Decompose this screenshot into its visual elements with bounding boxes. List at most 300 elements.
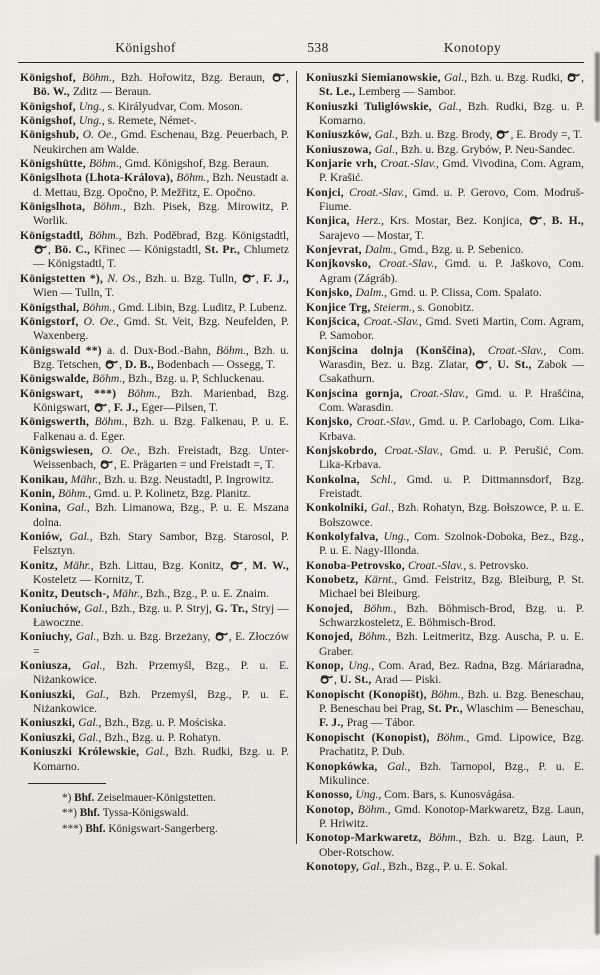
entry-name: Königshub, [20,128,83,142]
gazetteer-entry [20,157,289,171]
gazetteer-entry [20,100,289,114]
post-horn-icon [100,460,113,469]
region-label: Croat.-Slav., [409,386,476,400]
entry-text: , E. Prägarten = und Freistadt =, T. [114,458,275,472]
region-label: Herz., [355,214,390,228]
region-label: Mähr., [70,472,104,486]
entry-text: Com. Arad, Bez. Radna, Bzg. Máriaradna, [378,659,584,673]
scan-edge-smudge [595,855,600,935]
entry-text: Gmd. u. P. Hrašćina, Com. Warasdin. [319,386,584,414]
entry-text: Gmd. Lipowice, Bzg. Prachatitz, P. Dub. [319,730,584,759]
entry-text: , [334,673,340,687]
region-label: Dalm., [355,286,390,300]
gazetteer-entry [306,473,584,502]
entry-text: Königswart-Sangerberg. [108,822,218,835]
entry-name: Koniuszki, [20,716,79,730]
region-label: Croat.-Slav., [380,157,443,171]
gazetteer-entry [306,415,584,444]
gazetteer-entry [306,344,584,387]
entry-name: Konjsko, [306,415,357,429]
entry-name: Koniusza, [20,659,83,673]
entry-text: Bzh. Tarnopol, Bzg., P. u. E. Mikulince. [319,759,584,787]
region-label: Gal., [69,530,100,543]
entry-name: Konopkówka, [306,759,388,773]
gazetteer-entry [306,803,584,832]
entry-text: Arad — Piski. [374,673,442,687]
gazetteer-entry [306,659,584,688]
gazetteer-entry [306,444,584,473]
gazetteer-entry [306,143,584,157]
region-label: Böhm., [436,730,477,744]
running-header [0,0,600,62]
gazetteer-entry [20,559,289,588]
entry-text: Křinec — Königstadtl, [93,243,205,257]
region-label: Böhm., [215,343,254,357]
region-label: Mähr., [63,558,100,572]
entry-text: Zabok — Csakathurn. [319,357,585,386]
entry-name: Koniuszki Tuliglówskie, [306,99,439,113]
entry-text: Bzh. Hořowitz, Bzg. Beraun, [120,71,272,84]
gazetteer-entry [306,214,584,243]
post-horn-icon [230,561,243,570]
post-horn-icon [320,675,333,684]
footnote-item [20,806,289,822]
post-horn-icon [567,73,580,82]
gazetteer-entry [20,114,289,128]
entry-text: Bzh., Bzg. u. P, Schluckenau. [127,372,265,386]
entry-text: Gmd. u. P. Clissa, Com. Spalato. [389,286,542,300]
entry-text: Bzh., Bzg., P. u. E. Sokal. [388,859,508,873]
entry-text: Gmd. u. P. Jaškovo, Com. Agram (Zágráb). [319,257,585,285]
region-label: Böhm., [358,630,397,644]
entry-name: Konikau, [20,472,71,486]
entry-text: ***) [62,822,86,835]
entry-text: , [119,357,125,371]
region-label: Gal., [78,730,105,744]
entry-text: s. Királyudvar, Com. Moson. [107,99,243,113]
gazetteer-entry [306,559,584,573]
region-label: Kärnt., [364,573,403,587]
entry-name: Königswiesen, [20,443,102,457]
scan-bottom-edge [0,949,600,975]
entry-text: Bzh. Rohatyn, Bzg. Bołszowce, P. u. E. Bołszowce. [319,501,585,529]
entry-name: Bhf. [74,791,98,804]
entry-name: Konotopy, [306,859,363,873]
entry-name: Konitz, Deutsch-, [20,587,113,601]
entry-name: Konojed, [306,630,359,644]
entry-text: Gmd. u. P. Gerovo, Com. Modruš-Fiume. [319,185,584,214]
gazetteer-entry [20,659,289,688]
entry-text: Chlumetz — Königstadtl, T. [33,243,289,271]
entry-text: , [286,71,289,84]
gazetteer-entry [306,688,584,731]
entry-name: Konjscina gornja, [306,386,410,400]
entry-name: St. Pr., [204,243,244,257]
entry-name: F. J., [263,271,289,285]
gazetteer-entry [20,530,289,559]
page-number: 538 [307,40,329,55]
entry-text: Gmd. Eschenau, Bzg. Peuerbach, P. Neukirchen am Walde. [33,128,289,156]
entry-text: , [48,243,55,257]
entry-text: , [489,357,498,371]
post-horn-icon [475,360,488,369]
entry-name: Königswart, ***) [20,386,128,400]
two-column-body [0,63,600,874]
entry-name: Königstetten *), [20,271,108,285]
region-label: Gal., [85,687,120,701]
gazetteer-entry [20,272,289,301]
entry-text: , E. Brody =, T. [510,128,583,142]
entry-name: St. Le., [319,85,359,99]
entry-text: Bzh. Littau, Bzg. Konitz, [99,558,230,572]
entry-name: St. Pr., [427,702,467,716]
entry-text: Bzh. Przemyśl, Bzg., P. u. E. Niżankowice. [33,687,289,716]
entry-text: , [107,400,114,414]
entry-text: s. Petrovsko. [469,558,529,572]
entry-name: Konopischt (Konopist), [306,730,437,744]
entry-name: B. H., [551,214,584,228]
entry-name: Koniuszki Siemianowskie, [306,71,444,84]
entry-text: s. Gonobitz. [417,300,475,314]
region-label: Gal., [66,501,96,515]
entry-name: Königshof, [20,71,82,84]
entry-text: Bzh., Bzg. u. P. Rohatyn. [104,730,221,744]
region-label: Schl., [370,472,407,486]
entry-text: Bzh. Rudki, Bzg. u. P. Komarno. [319,99,584,128]
entry-text: Wien — Tulln, T. [33,286,115,300]
footnote-item [20,822,289,838]
region-label: N. Os., [107,271,146,285]
entry-name: Königsthal, [20,300,83,314]
entry-name: Konobetz, [306,573,365,587]
entry-name: Koniuszki Królewskie, [20,745,146,759]
entry-text: Bzh. u. Bzg. Grybów, P. Neu-Sandec. [400,142,575,156]
entry-text: Wlaschim — Beneschau, [466,702,585,716]
gazetteer-entry [306,602,584,631]
entry-name: Konjica, [306,214,356,228]
gazetteer-entry [306,128,584,142]
entry-name: Konotop, [306,802,358,816]
entry-text: Gmd. Libin, Bzg. Luditz, P. Lubenz. [118,300,288,314]
entry-name: Koniuszków, [306,128,375,142]
entry-text: , [543,214,552,228]
entry-text: Com. Bars, s. Kunosvágása. [384,788,515,802]
region-label: Böhm., [363,601,407,615]
region-label: Steierm., [373,300,418,314]
gazetteer-entry [20,415,289,444]
region-label: O. Oe., [82,128,121,142]
gazetteer-entry [306,501,584,530]
region-label: Croat.-Slav., [378,257,445,271]
region-label: Croat.-Slav., [349,185,413,199]
gazetteer-entry [20,372,289,386]
gazetteer-entry [20,716,289,730]
entry-name: Königshof, [20,114,79,128]
entry-text: **) [62,807,80,820]
entry-name: Königswerth, [20,415,95,429]
entry-text: Stryj — Ławoczne. [33,601,289,630]
entry-text: Bzh., Bzg., P. u. E. Znaim. [145,587,270,601]
region-label: Böhm., [82,71,121,84]
gazetteer-entry [306,573,584,602]
post-horn-icon [529,216,542,225]
region-label: Ung., [78,99,108,113]
gazetteer-entry [20,171,289,200]
entry-name: Konoba-Petrovsko, [306,558,408,572]
gazetteer-entry [20,602,289,631]
gazetteer-entry [20,315,289,344]
entry-name: Königstadtl, [20,228,89,242]
entry-text: Bzh. u. Bzg. Brody, [400,128,496,142]
region-label: Böhm., [88,157,125,171]
region-label: Gal., [374,128,401,142]
entry-text: Com. Warasdin, Bez. u. Bzg. Zlatar, [319,343,584,371]
gazetteer-entry [306,186,584,215]
entry-text: Bzh. Neustadt a. d. Mettau, Bzg. Opočno, P. Mežřitz, E. Opočno. [33,171,289,199]
gazetteer-entry [306,315,584,344]
entry-name: Bö. C., [54,243,94,257]
gazetteer-entry [306,286,584,300]
region-label: O. Oe., [101,443,149,457]
gazetteer-entry [306,788,584,802]
entry-text: Bzh. Leitmeritz, Bzg. Auscha, P. u. E. Graber. [319,630,584,658]
entry-text: Bzh. u. Bzg. Brzeżany, [102,630,214,644]
region-label: Croat.-Slav., [487,343,559,357]
region-label: Croat.-Slav., [384,443,450,457]
entry-name: Konjšcina dolnja (Konščina), [306,343,488,357]
entry-name: Konojed, [306,601,364,615]
entry-name: Konopischt (Konopišt), [306,687,431,701]
region-label: Böhm., [82,300,119,314]
entry-text: Bzh. Böhmisch-Brod, Bzg. u. P. Schwarzkosteletz, E. Böhmisch-Brod. [319,601,584,630]
gazetteer-entry [306,860,584,874]
entry-text: Bzh. Przemyśl, Bzg., P. u. E. Niżankowice. [33,659,289,687]
region-label: Böhm., [127,386,171,400]
gazetteer-entry [20,200,289,229]
left-column [20,71,296,874]
region-label: Böhm., [58,486,94,500]
header-right-keyword: Konotopy [443,40,502,55]
entry-name: Konjarie vrh, [306,157,381,171]
entry-name: Konkolyfalva, [306,530,384,543]
entry-name: Koniuszki, [20,730,79,744]
region-label: Böhm., [93,200,134,214]
gazetteer-entry [306,157,584,186]
entry-name: Konjci, [306,185,350,199]
entry-text: Sarajevo — Mostar, T. [319,228,425,242]
right-column [297,71,588,874]
entry-text: Gmd. Konotop-Markwaretz, Bzg. Laun, P. Hriwitz. [319,802,585,830]
gazetteer-entry [20,128,289,157]
entry-text: Com. Szolnok-Doboka, Bez., Bzg., P. u. E. Nagy-Illonda. [319,530,584,558]
region-label: Gal., [82,659,117,673]
gazetteer-entry [20,71,289,100]
region-label: Gal., [75,630,103,644]
entry-text: a. d. Dux-Bod.-Bahn, [107,343,216,357]
region-label: Mähr., [112,587,146,601]
entry-text: *) [62,791,75,804]
entry-name: Königshof, [20,99,79,113]
post-horn-icon [94,403,107,412]
entry-name: Koniuszki, [20,687,86,701]
entry-name: Koniów, [20,530,70,543]
entry-name: Bö. W., [33,85,73,99]
entry-text: Gmd. u. P. Carlobago, Com. Lika-Krbava. [319,415,584,443]
entry-text: Bodenbach — Ossegg, T. [156,357,276,371]
entry-text: Gmd. u. P. Dittmannsdorf, Bzg. Freistadt. [319,472,584,500]
gazetteer-entry [20,444,289,473]
region-label: Croat.-Slav., [356,415,420,429]
entry-text: Bzh. Limanowa, Bzg., P. u. E. Mszana dolna. [33,501,289,529]
entry-text: Gmd. St. Veit, Bzg. Neufelden, P. Waxenberg. [33,314,289,343]
entry-name: Konin, [20,486,59,500]
entry-name: Konjkovsko, [306,257,379,271]
entry-text: Bzh. Pisek, Bzg. Mirowitz, P. Worlik. [33,200,289,228]
entry-name: Koniuchów, [20,601,85,615]
post-horn-icon [215,632,228,641]
gazetteer-entry [306,100,584,129]
entry-text: Bzh., Bzg. u. P. Stryj, [110,601,216,615]
entry-name: Koniuchy, [20,630,76,644]
post-horn-icon [34,245,47,254]
entry-text: , E. Złoczów = [33,630,289,658]
entry-text: s. Remete, Német-. [107,114,197,128]
gazetteer-entry [20,301,289,315]
entry-name: D. B., [124,357,157,371]
region-label: Böhm., [428,831,469,845]
entry-name: Konjevrat, [306,243,365,257]
gazetteer-entry [20,587,289,601]
region-label: Gal., [443,71,471,84]
gazetteer-entry [20,344,289,373]
region-label: Croat.-Slav., [363,314,426,328]
region-label: Böhm., [94,415,133,429]
entry-text: , [256,271,264,285]
entry-text: Gmd., Bzg. u. P. Sebenico. [399,243,524,257]
gazetteer-entry [306,630,584,659]
entry-name: Konjice Trg, [306,300,374,314]
entry-text: Prag — Tábor. [346,716,416,730]
entry-name: Konjsko, [306,286,356,300]
region-label: Ung., [355,788,385,802]
entry-text: Bzh. u. Bzg. Beneschau, P. Beneschau bei Prag, [319,687,585,716]
entry-name: Konotop-Markwaretz, [306,831,429,845]
entry-name: Bhf. [85,822,109,835]
gazetteer-entry [306,731,584,760]
entry-text: Bzh. u. Bzg. Neustadtl, P. Ingrowitz. [103,472,274,486]
entry-text: , [581,71,584,84]
gazetteer-entry [306,71,584,100]
entry-text: Tyssa-Königswald. [102,807,189,820]
region-label: Gal., [374,142,401,156]
region-label: Gal., [362,859,389,873]
region-label: Böhm., [176,171,213,185]
entry-text: Bzh. Stary Sambor, Bzg. Starosol, P. Felsztyn. [33,530,289,558]
entry-name: Konosso, [306,788,356,802]
entry-name: Königshütte, [20,157,89,171]
gazetteer-entry [20,745,289,774]
post-horn-icon [242,274,255,283]
region-label: Ung., [383,530,415,543]
gazetteer-entry [20,473,289,487]
entry-text: Bzh. Freistadt, Bzg. Unter-Weissenbach, [33,443,289,472]
entry-name: Konkolna, [306,472,371,486]
region-label: Dalm., [364,243,400,257]
entry-text: Bzh. u. Bzg. Rudki, [470,71,567,84]
gazetteer-entry [306,760,584,789]
post-horn-icon [105,360,118,369]
post-horn-icon [272,73,285,82]
entry-text: Kosteletz — Kornitz, T. [33,573,145,587]
entry-text: Gmd. u. P. Perušić, Com. Lika-Krbava. [319,443,584,472]
region-label: Gal., [387,759,420,773]
entry-text: Gmd. Feistritz, Bzg. Bleiburg, P. St. Michael bei Bleiburg. [319,573,584,601]
entry-text: Eger—Pilsen, T. [141,400,218,414]
entry-name: Konjskobrdo, [306,443,385,457]
region-label: Böhm., [92,372,128,386]
entry-name: G. Tr., [215,601,252,615]
entry-name: Bhf. [79,807,103,820]
entry-text: Lemberg — Sambor. [358,85,456,99]
entry-name: Königslhota (Lhota-Králova), [20,171,177,185]
entry-text: Bzh. u. Bzg. Tetschen, [33,343,289,371]
entry-name: Konjšcica, [306,314,364,328]
entry-text: Gmd. Königshof, Bzg. Beraun. [124,157,270,171]
entry-name: Koniuszowa, [306,142,375,156]
entry-text: Bzh., Bzg. u. P. Mościska. [104,716,227,730]
entry-text: Krs. Mostar, Bez. Konjica, [389,214,529,228]
gazetteer-entry [306,257,584,286]
entry-text: Bzh. Rudki, Bzg. u. P. Komarno. [33,745,289,773]
gazetteer-entry [20,688,289,717]
gazetteer-entry [306,831,584,860]
entry-name: Königstorf, [20,314,84,328]
entry-name: Konop, [306,659,349,673]
region-label: Böhm., [88,228,127,242]
region-label: Gal., [84,601,111,615]
region-label: Gal., [438,99,468,113]
gazetteer-entry [306,301,584,315]
region-label: Croat.-Slav., [407,558,470,572]
gazetteer-entry [20,731,289,745]
entry-name: U. St., [497,357,538,371]
gazetteer-entry [306,243,584,257]
entry-text: Bzh. u. Bzg. Falkenau, P. u. E. Falkenau a. d. Eger. [33,415,290,443]
footnote-item [20,791,289,807]
gazetteer-entry [20,387,289,416]
gazetteer-entry [20,630,289,659]
entry-name: U. St., [339,673,375,687]
entry-text: Zditz — Beraun. [72,85,152,99]
entry-name: Königslhota, [20,200,93,214]
header-left-keyword: Königshof [115,40,176,55]
entry-text: Bzh. Poděbrad, Bzg. Königstadtl, [126,228,289,242]
gazetteer-entry [306,530,584,559]
region-label: Böhm., [430,687,468,701]
entry-name: Königswald **) [20,343,108,357]
scan-edge-smudge [595,52,600,122]
region-label: Ung., [348,659,379,673]
entry-text: Bzh. u. Bzg. Tulln, [145,271,242,285]
region-label: O. Oe., [83,314,124,328]
gazetteer-entry [20,501,289,530]
entry-name: M. W., [252,558,289,572]
entry-text: Gmd. u. P. Kolinetz, Bzg. Planitz. [93,486,251,500]
entry-text: Gmd. Sveti Martin, Com. Agram, P. Samobor. [319,314,584,343]
region-label: Gal., [78,716,105,730]
entry-name: Konkolniki, [306,501,371,515]
entry-name: Konitz, [20,558,64,572]
